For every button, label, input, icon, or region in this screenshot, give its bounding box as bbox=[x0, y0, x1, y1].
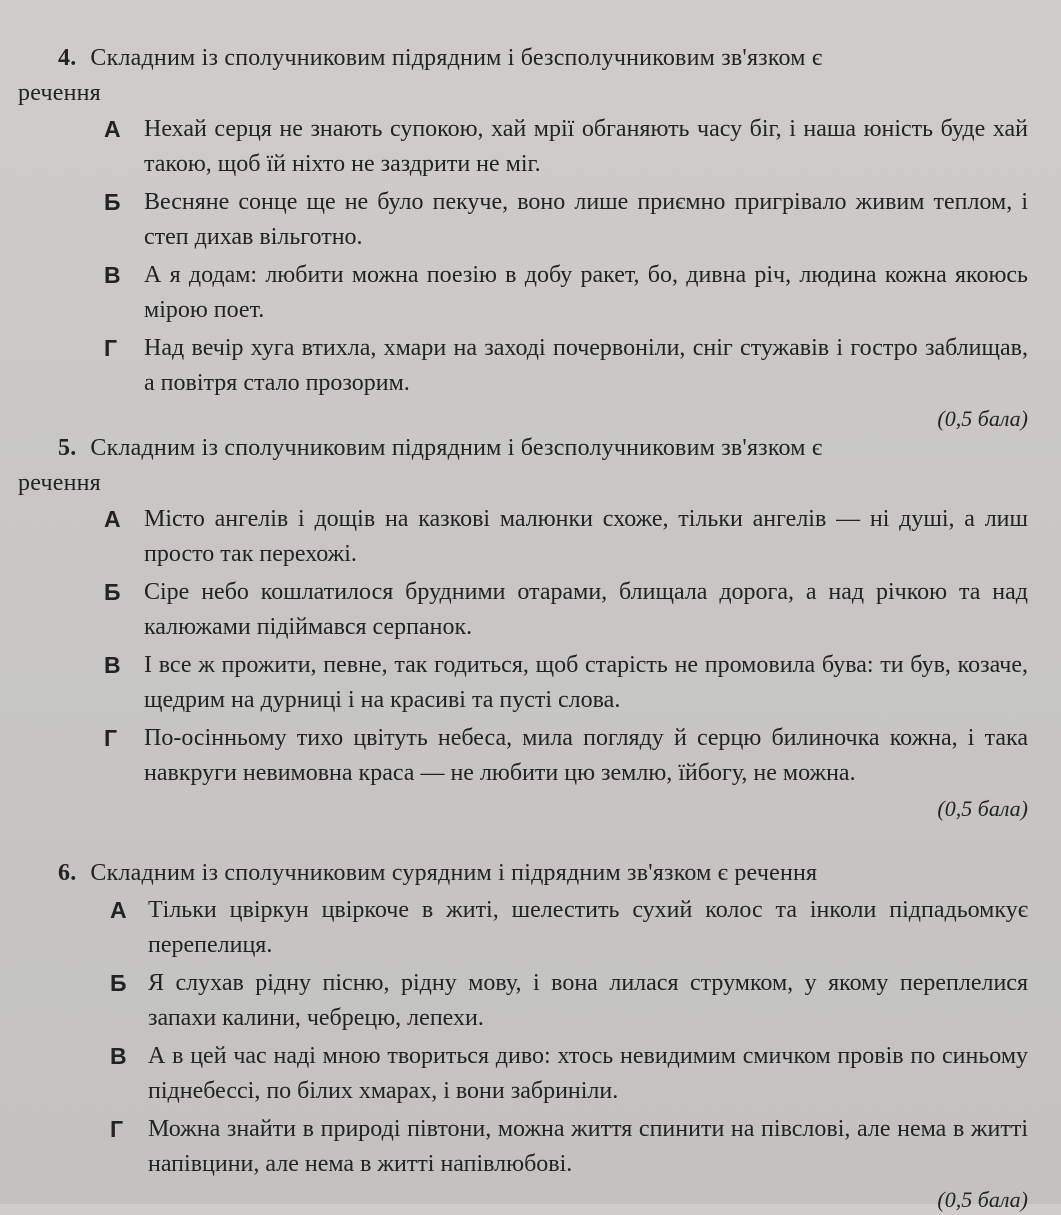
option-letter: В bbox=[104, 652, 121, 678]
question-text-continuation: речення bbox=[18, 80, 101, 106]
option-text: Весняне сонце ще не було пекуче, воно лише приємно пригрівало живим теплом, і степ дихав вільготно. bbox=[144, 189, 1028, 250]
option-text: І все ж прожити, певне, так годиться, щоб старість не промовила бува: ти був, козаче, щедрим на дурниці і на красиві та пусті слова. bbox=[144, 652, 1028, 713]
option-text: А в цей час наді мною твориться диво: хтось невидимим смичком провів по синьому піднебессі, по білих хмарах, і вони забриніли. bbox=[148, 1043, 1028, 1104]
answer-option-b bbox=[18, 966, 1028, 1036]
option-letter: Г bbox=[104, 725, 118, 751]
option-letter: В bbox=[110, 1043, 127, 1069]
question-number: 6. bbox=[58, 860, 77, 886]
option-letter: А bbox=[110, 897, 127, 923]
score-label: (0,5 бала) bbox=[937, 406, 1028, 431]
question-text: Складним із сполучниковим підрядним і безсполучниковим зв'язком є bbox=[90, 435, 823, 461]
option-letter: Б bbox=[110, 970, 127, 996]
answer-option-b bbox=[18, 575, 1028, 645]
option-text: Я слухав рідну пісню, рідну мову, і вона лилася струмком, у якому переплелися запахи калини, чебрецю, лепехи. bbox=[148, 970, 1028, 1031]
option-letter: Г bbox=[110, 1116, 124, 1142]
question-number: 5. bbox=[58, 435, 77, 461]
score-label: (0,5 бала) bbox=[937, 796, 1028, 821]
answer-option-a bbox=[18, 893, 1028, 963]
option-letter: А bbox=[104, 506, 121, 532]
answer-option-a bbox=[18, 502, 1028, 572]
question-5 bbox=[18, 430, 1028, 824]
score-label: (0,5 бала) bbox=[937, 1187, 1028, 1212]
question-number: 4. bbox=[58, 45, 77, 71]
answer-option-v bbox=[18, 258, 1028, 328]
option-text: Можна знайти в природі півтони, можна життя спинити на півслові, але нема в житті напівцини, але нема в житті напівлюбові. bbox=[148, 1116, 1028, 1177]
option-text: Місто ангелів і дощів на казкові малюнки схоже, тільки ангелів — ні душі, а лиш просто так перехожі. bbox=[144, 506, 1028, 567]
answer-option-a bbox=[18, 112, 1028, 182]
answer-option-v bbox=[18, 648, 1028, 718]
option-text: А я додам: любити можна поезію в добу ракет, бо, дивна річ, людина кожна якоюсь мірою поет. bbox=[144, 262, 1028, 323]
option-letter: А bbox=[104, 116, 121, 142]
option-text: Тільки цвіркун цвіркоче в житі, шелестить сухий колос та інколи підпадьомкує перепелиця. bbox=[148, 897, 1028, 958]
option-text: Над вечір хуга втихла, хмари на заході почервоніли, сніг стужавів і гостро заблищав, а повітря стало прозорим. bbox=[144, 335, 1028, 396]
option-text: По-осінньому тихо цвітуть небеса, мила погляду й серцю билиночка кожна, і така навкруги невимовна краса — не любити цю землю, їйбогу, не можна. bbox=[144, 725, 1028, 786]
answer-option-v bbox=[18, 1039, 1028, 1109]
question-text: Складним із сполучниковим підрядним і безсполучниковим зв'язком є bbox=[90, 45, 823, 71]
answer-option-h bbox=[18, 331, 1028, 401]
question-stem bbox=[18, 40, 1028, 110]
answer-option-h bbox=[18, 1112, 1028, 1182]
answer-options bbox=[18, 112, 1028, 401]
answer-options bbox=[18, 502, 1028, 791]
question-stem bbox=[18, 430, 1028, 500]
option-letter: Г bbox=[104, 335, 118, 361]
answer-options bbox=[18, 893, 1028, 1182]
option-text: Нехай серця не знають супокою, хай мрії обганяють часу біг, і наша юність буде хай такою, щоб їй ніхто не заздрити не міг. bbox=[144, 116, 1028, 177]
question-4 bbox=[18, 40, 1028, 434]
question-6 bbox=[18, 855, 1028, 1215]
option-text: Сіре небо кошлатилося брудними отарами, блищала дорога, а над річкою та над калюжами підіймався серпанок. bbox=[144, 579, 1028, 640]
option-letter: Б bbox=[104, 189, 121, 215]
option-letter: В bbox=[104, 262, 121, 288]
question-text-continuation: речення bbox=[18, 470, 101, 496]
question-text: Складним із сполучниковим сурядним і підрядним зв'язком є речення bbox=[90, 860, 818, 886]
question-stem bbox=[18, 855, 1028, 891]
answer-option-b bbox=[18, 185, 1028, 255]
answer-option-h bbox=[18, 721, 1028, 791]
option-letter: Б bbox=[104, 579, 121, 605]
